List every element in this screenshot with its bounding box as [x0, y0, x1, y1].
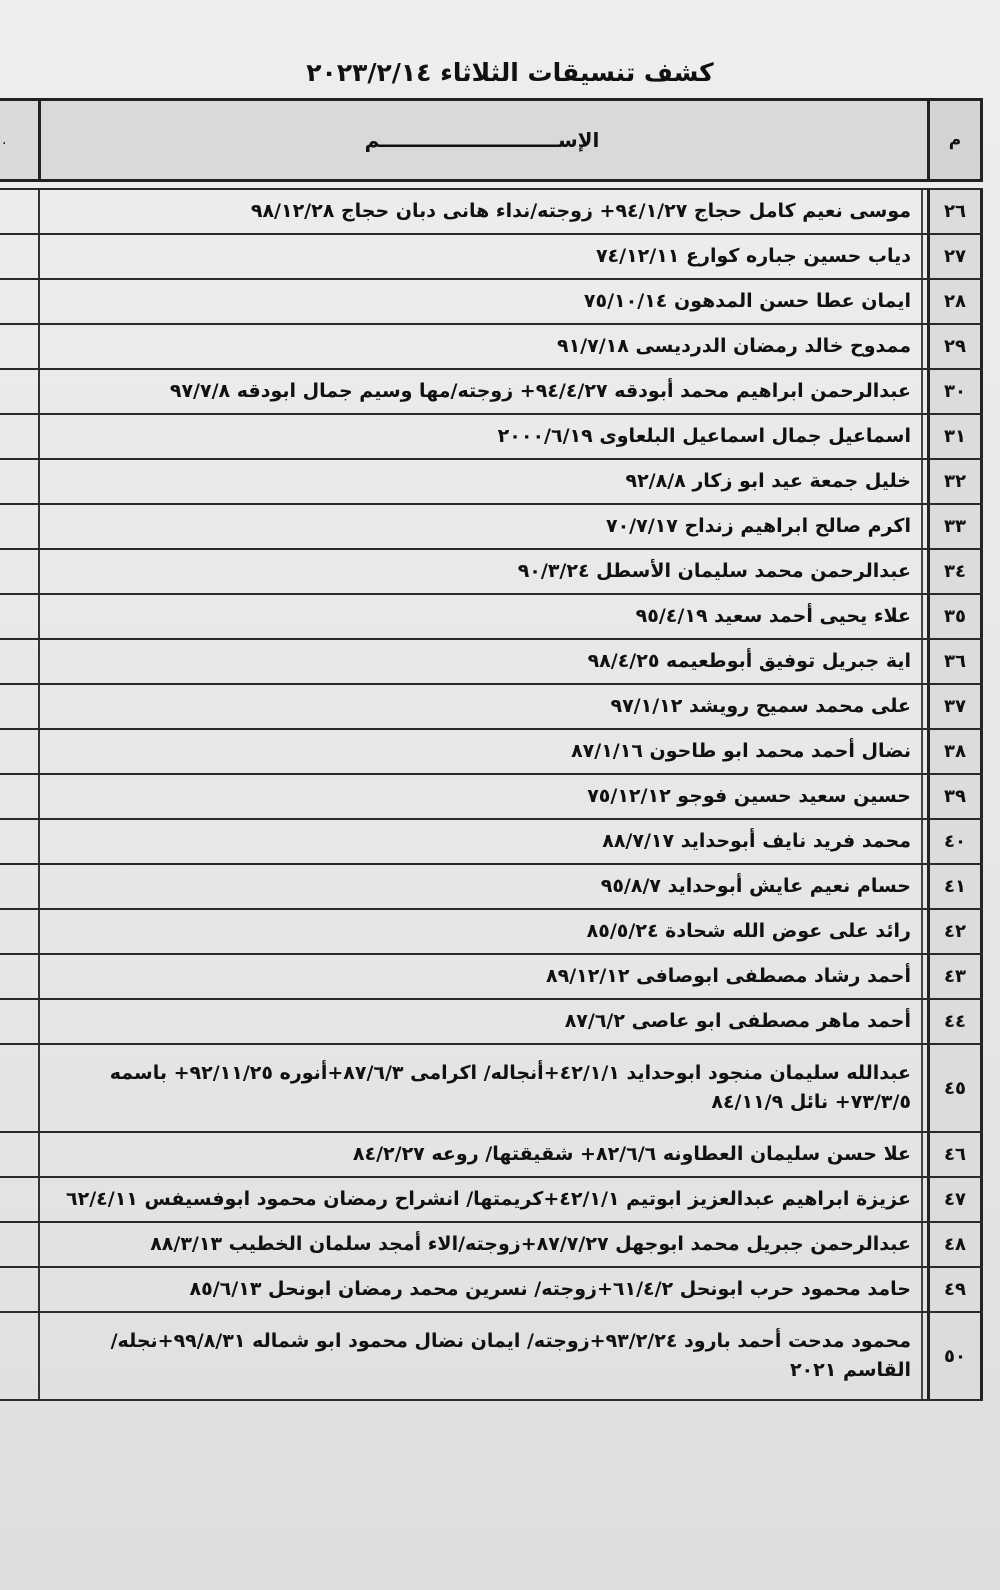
table-row	[0, 1223, 983, 1268]
table-row	[0, 775, 983, 820]
table-row	[0, 280, 983, 325]
column-divider	[921, 190, 927, 233]
row-edge-cell	[0, 685, 38, 728]
column-divider	[921, 1268, 927, 1311]
row-number: ٣٥	[927, 595, 983, 638]
row-number: ٢٨	[927, 280, 983, 323]
row-name: حسام نعيم عايش أبوحدايد ٩٥/٨/٧	[38, 865, 921, 908]
column-divider	[921, 280, 927, 323]
column-divider	[921, 1133, 927, 1176]
page-title: كشف تنسيقات الثلاثاء ٢٠٢٣/٢/١٤	[306, 58, 714, 87]
table-row	[0, 730, 983, 775]
row-name: ايمان عطا حسن المدهون ٧٥/١٠/١٤	[38, 280, 921, 323]
row-edge-cell	[0, 1223, 38, 1266]
row-edge-cell	[0, 1313, 38, 1399]
table-row	[0, 955, 983, 1000]
table-row	[0, 1313, 983, 1401]
table-row	[0, 1268, 983, 1313]
table-row	[0, 550, 983, 595]
table-body	[0, 188, 983, 1401]
table-row	[0, 865, 983, 910]
table-row	[0, 640, 983, 685]
table-row	[0, 910, 983, 955]
column-divider	[921, 1223, 927, 1266]
row-edge-cell	[0, 730, 38, 773]
row-edge-cell	[0, 820, 38, 863]
row-number: ٣١	[927, 415, 983, 458]
table-row	[0, 235, 983, 280]
row-edge-cell	[0, 1178, 38, 1221]
table-row	[0, 460, 983, 505]
row-name: عبدالله سليمان منجود ابوحدايد ٤٢/١/١+أنجاله/ اكرامى ٨٧/٦/٣+أنوره ٩٢/١١/٢٥+ باسمه ٧٣/٣/٥+ نائل ٨٤/١١/٩	[38, 1045, 921, 1131]
table-row	[0, 325, 983, 370]
row-number: ٢٩	[927, 325, 983, 368]
column-divider	[921, 415, 927, 458]
row-name: اكرم صالح ابراهيم زنداح ٧٠/٧/١٧	[38, 505, 921, 548]
row-name: محمد فريد نايف أبوحدايد ٨٨/٧/١٧	[38, 820, 921, 863]
column-divider	[921, 505, 927, 548]
column-divider	[921, 955, 927, 998]
header-name: الإســــــــــــــــــــــــــم	[38, 101, 923, 179]
row-edge-cell	[0, 280, 38, 323]
row-number: ٤٣	[927, 955, 983, 998]
row-edge-cell	[0, 1045, 38, 1131]
column-divider	[921, 1000, 927, 1043]
row-number: ٣٦	[927, 640, 983, 683]
row-number: ٣٨	[927, 730, 983, 773]
table-header	[0, 98, 983, 182]
row-number: ٢٧	[927, 235, 983, 278]
row-name: أحمد رشاد مصطفى ابوصافى ٨٩/١٢/١٢	[38, 955, 921, 998]
row-name: علاء يحيى أحمد سعيد ٩٥/٤/١٩	[38, 595, 921, 638]
row-name: خليل جمعة عيد ابو زكار ٩٢/٨/٨	[38, 460, 921, 503]
column-divider	[921, 595, 927, 638]
row-name: عبدالرحمن جبريل محمد ابوجهل ٨٧/٧/٢٧+زوجته/الاء أمجد سلمان الخطيب ٨٨/٣/١٣	[38, 1223, 921, 1266]
row-name: علا حسن سليمان العطاونه ٨٢/٦/٦+ شقيقتها/ روعه ٨٤/٢/٢٧	[38, 1133, 921, 1176]
row-name: محمود مدحت أحمد بارود ٩٣/٢/٢٤+زوجته/ ايمان نضال محمود ابو شماله ٩٩/٨/٣١+نجله/ القاسم ٢٠٢١	[38, 1313, 921, 1399]
row-edge-cell	[0, 775, 38, 818]
table-row	[0, 370, 983, 415]
row-edge-cell	[0, 1133, 38, 1176]
table-row	[0, 1045, 983, 1133]
row-number: ٣٣	[927, 505, 983, 548]
table-row	[0, 1178, 983, 1223]
row-name: عزيزة ابراهيم عبدالعزيز ابوتيم ٤٢/١/١+كريمتها/ انشراح رمضان محمود ابوفسيفس ٦٢/٤/١١	[38, 1178, 921, 1221]
row-number: ٤٨	[927, 1223, 983, 1266]
row-number: ٣٩	[927, 775, 983, 818]
row-number: ٤٢	[927, 910, 983, 953]
row-edge-cell	[0, 325, 38, 368]
row-edge-cell	[0, 190, 38, 233]
row-number: ٤٧	[927, 1178, 983, 1221]
column-divider	[921, 775, 927, 818]
table-row	[0, 1133, 983, 1178]
row-name: موسى نعيم كامل حجاج ٩٤/١/٢٧+ زوجته/نداء هانى دبان حجاج ٩٨/١٢/٢٨	[38, 190, 921, 233]
column-divider	[921, 685, 927, 728]
row-edge-cell	[0, 1000, 38, 1043]
row-name: عبدالرحمن محمد سليمان الأسطل ٩٠/٣/٢٤	[38, 550, 921, 593]
row-number: ٥٠	[927, 1313, 983, 1399]
row-number: ٤٩	[927, 1268, 983, 1311]
table-row	[0, 188, 983, 235]
names-table	[0, 98, 983, 1401]
row-name: أحمد ماهر مصطفى ابو عاصى ٨٧/٦/٢	[38, 1000, 921, 1043]
row-number: ٣٧	[927, 685, 983, 728]
row-number: ٤٤	[927, 1000, 983, 1043]
row-edge-cell	[0, 505, 38, 548]
row-number: ٤٦	[927, 1133, 983, 1176]
column-divider	[921, 910, 927, 953]
column-divider	[921, 370, 927, 413]
row-number: ٤٥	[927, 1045, 983, 1131]
row-edge-cell	[0, 370, 38, 413]
column-divider	[921, 820, 927, 863]
row-edge-cell	[0, 640, 38, 683]
table-row	[0, 685, 983, 730]
row-edge-cell	[0, 460, 38, 503]
row-name: اسماعيل جمال اسماعيل البلعاوى ٢٠٠٠/٦/١٩	[38, 415, 921, 458]
row-name: نضال أحمد محمد ابو طاحون ٨٧/١/١٦	[38, 730, 921, 773]
row-name: دياب حسين جباره كوارع ٧٤/١٢/١١	[38, 235, 921, 278]
row-number: ٣٠	[927, 370, 983, 413]
column-divider	[921, 235, 927, 278]
row-name: حامد محمود حرب ابونحل ٦١/٤/٢+زوجته/ نسرين محمد رمضان ابونحل ٨٥/٦/١٣	[38, 1268, 921, 1311]
table-row	[0, 415, 983, 460]
column-divider	[921, 550, 927, 593]
row-number: ٣٢	[927, 460, 983, 503]
row-edge-cell	[0, 955, 38, 998]
row-name: حسين سعيد حسين فوجو ٧٥/١٢/١٢	[38, 775, 921, 818]
row-edge-cell	[0, 910, 38, 953]
table-row	[0, 1000, 983, 1045]
column-divider	[921, 1045, 927, 1131]
row-edge-cell	[0, 1268, 38, 1311]
row-name: اية جبريل توفيق أبوطعيمه ٩٨/٤/٢٥	[38, 640, 921, 683]
row-edge-cell	[0, 595, 38, 638]
column-divider	[921, 1178, 927, 1221]
column-divider	[921, 865, 927, 908]
row-edge-cell	[0, 550, 38, 593]
row-name: ممدوح خالد رمضان الدرديسى ٩١/٧/١٨	[38, 325, 921, 368]
row-edge-cell	[0, 235, 38, 278]
row-number: ٢٦	[927, 190, 983, 233]
header-number: م	[927, 101, 983, 179]
row-name: عبدالرحمن ابراهيم محمد أبودقه ٩٤/٤/٢٧+ زوجته/مها وسيم جمال ابودقه ٩٧/٧/٨	[38, 370, 921, 413]
row-name: رائد على عوض الله شحادة ٨٥/٥/٢٤	[38, 910, 921, 953]
row-edge-cell	[0, 865, 38, 908]
row-number: ٤١	[927, 865, 983, 908]
row-name: على محمد سميح رويشد ٩٧/١/١٢	[38, 685, 921, 728]
row-number: ٣٤	[927, 550, 983, 593]
column-divider	[921, 640, 927, 683]
row-number: ٤٠	[927, 820, 983, 863]
column-divider	[921, 325, 927, 368]
row-edge-cell	[0, 415, 38, 458]
column-divider	[921, 460, 927, 503]
table-row	[0, 505, 983, 550]
column-divider	[921, 1313, 927, 1399]
table-row	[0, 820, 983, 865]
table-row	[0, 595, 983, 640]
header-extra: .	[2, 132, 7, 148]
column-divider	[921, 730, 927, 773]
